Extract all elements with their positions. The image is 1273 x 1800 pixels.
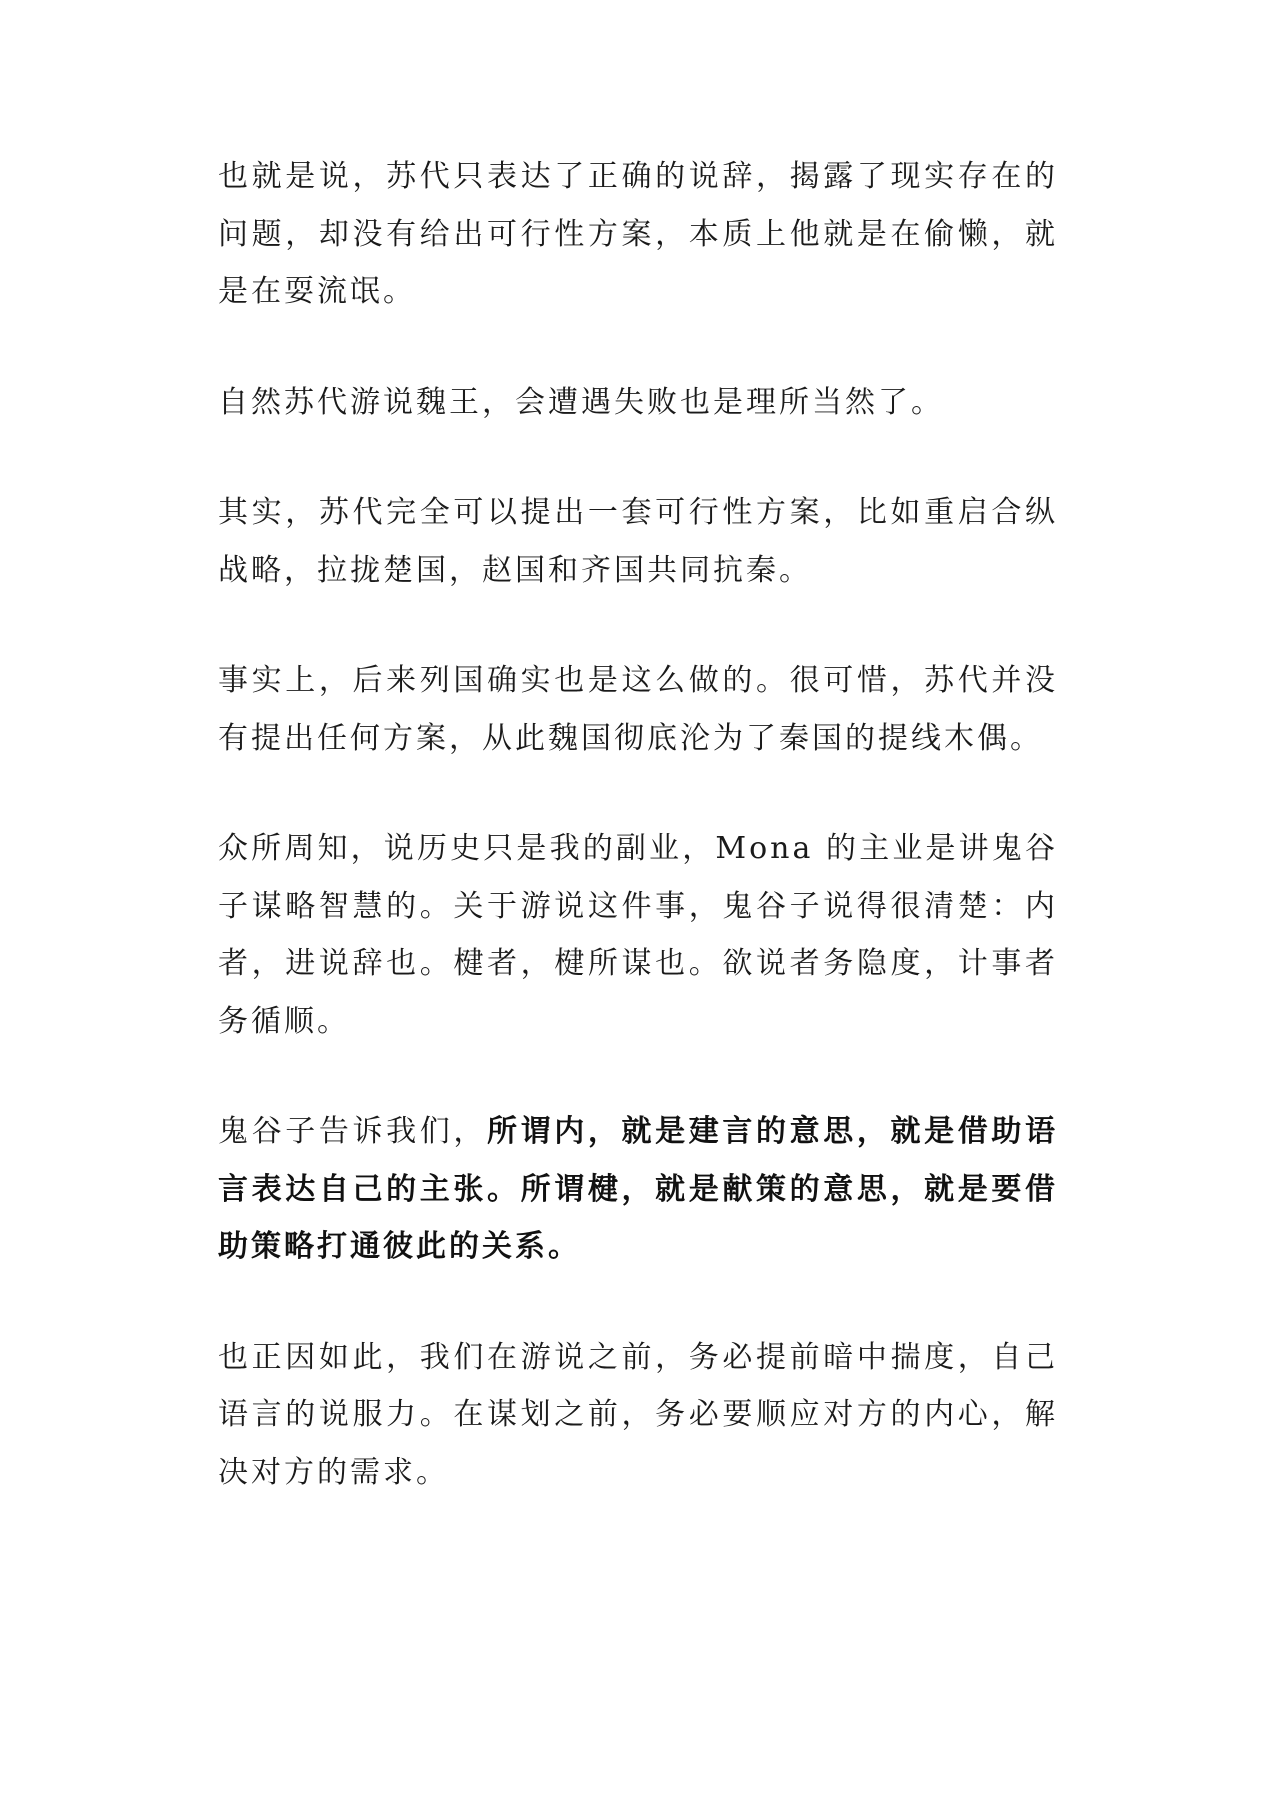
paragraph-6-lead: 鬼谷子告诉我们， (218, 1114, 487, 1149)
paragraph-4: 事实上，后来列国确实也是这么做的。很可惜，苏代并没有提出任何方案，从此魏国彻底沦为了秦国的提线木偶。 (218, 663, 1058, 756)
paragraph-6-bold: 所谓内，就是建言的意思，就是借助语言表达自己的主张。所谓楗，就是献策的意思，就是要借助策略打通彼此的关系。 (218, 1114, 1058, 1264)
paragraph-7: 也正因如此，我们在游说之前，务必提前暗中揣度，自己语言的说服力。在谋划之前，务必要顺应对方的内心，解决对方的需求。 (218, 1339, 1058, 1490)
paragraph-5: 众所周知，说历史只是我的副业，Mona 的主业是讲鬼谷子谋略智慧的。关于游说这件事，鬼谷子说得很清楚：内者，进说辞也。楗者，楗所谋也。欲说者务隐度，计事者务循顺。 (218, 831, 1058, 1039)
document-body (218, 148, 1058, 1554)
paragraph-1: 也就是说，苏代只表达了正确的说辞，揭露了现实存在的问题，却没有给出可行性方案，本质上他就是在偷懒，就是在耍流氓。 (218, 159, 1058, 309)
paragraph-3: 其实，苏代完全可以提出一套可行性方案，比如重启合纵战略，拉拢楚国，赵国和齐国共同抗秦。 (218, 495, 1058, 588)
paragraph-2: 自然苏代游说魏王，会遭遇失败也是理所当然了。 (218, 384, 944, 420)
paragraph-6 (218, 1103, 1058, 1276)
